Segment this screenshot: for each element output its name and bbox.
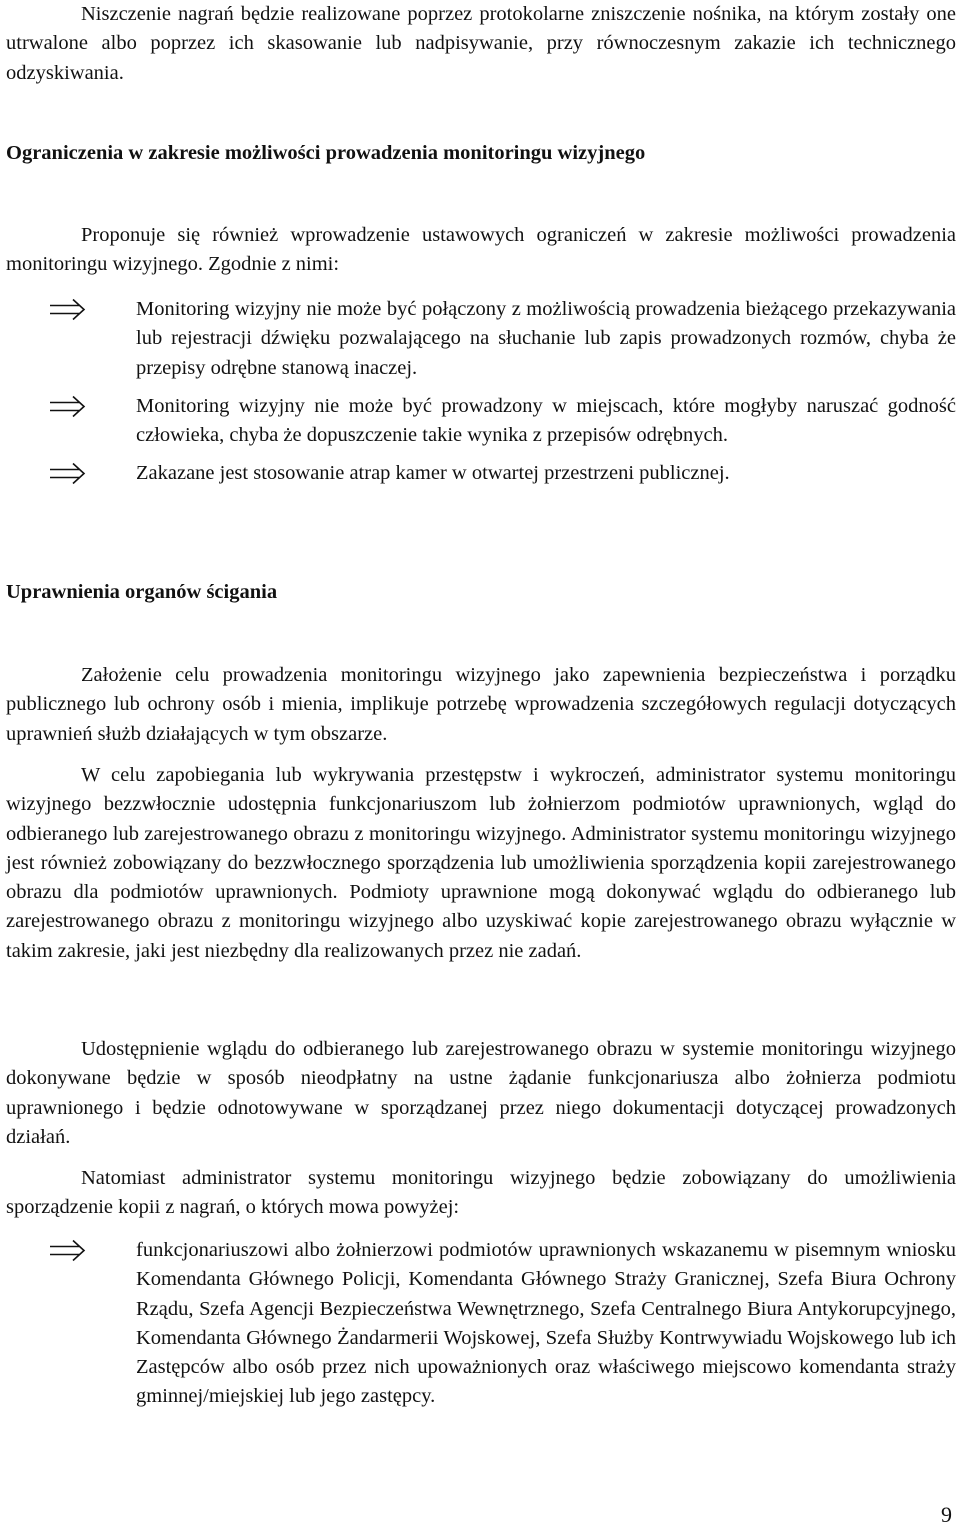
list-item [6, 459, 956, 488]
bullet-text: Zakazane jest stosowanie atrap kamer w otwartej przestrzeni publicznej. [136, 462, 730, 485]
implies-arrow-icon [48, 295, 88, 324]
bullet-text: funkcjonariuszowi albo żołnierzowi podmiotów uprawnionych wskazanemu w pisemnym wniosku Komendanta Głównego Policji, Komendanta Głównego Straży Granicznej, Szefa Biura Ochrony Rządu, Szefa Agencji Bezpieczeństwa Wewnętrznego, Szefa Centralnego Biura Antykorupcyjnego, Komendanta Głównego Żandarmerii Wojskowej, Szefa Służby Kontrwywiadu Wojskowego lub ich Zastępców albo osób przez nich upoważnionych oraz właściwego miejscowo komendanta straży gminnej/miejskiej lub jego zastępcy. [136, 1239, 956, 1408]
implies-arrow-icon [48, 392, 88, 421]
implies-arrow-icon [48, 459, 88, 488]
bullet-text: Monitoring wizyjny nie może być prowadzony w miejscach, które mogłyby naruszać godność człowieka, chyba że dopuszczenie takie wynika z przepisów odrębnych. [136, 394, 956, 447]
intro-paragraph: Niszczenie nagrań będzie realizowane poprzez protokolarne zniszczenie nośnika, na którym zostały one utrwalone albo poprzez ich skasowanie lub nadpisywanie, przy równoczesnym zakazie ich technicznego odzyskiwania. [6, 3, 956, 84]
powers-paragraph-2: W celu zapobiegania lub wykrywania przestępstw i wykroczeń, administrator systemu monitoringu wizyjnego bezzwłocznie udostępnia funkcjonariuszom lub żołnierzom podmiotów uprawnionych, wgląd do odbieranego lub zarejestrowanego obrazu z monitoringu wizyjnego. Administrator systemu monitoringu wizyjnego jest również zobowiązany do bezzwłocznego sporządzenia lub umożliwienia sporządzenia kopii zarejestrowanego obrazu dla podmiotów uprawnionych. Podmioty uprawnione mogą dokonywać wglądu do odbieranego lub zarejestrowanego obrazu z monitoringu wizyjnego albo uzyskiwać kopie zarejestrowanego obrazu wyłącznie w takim zakresie, jaki jest niezbędny dla realizowanych przez nie zadań. [6, 764, 956, 962]
page-number: 9 [941, 1502, 952, 1527]
powers-paragraph-1: Założenie celu prowadzenia monitoringu wizyjnego jako zapewnienia bezpieczeństwa i porządku publicznego lub ochrony osób i mienia, implikuje potrzebę wprowadzenia szczegółowych regulacji dotyczących uprawnień służb działających w tym obszarze. [6, 664, 956, 745]
copy-recipients-list [6, 1236, 956, 1412]
restrictions-list [6, 295, 956, 489]
restrictions-paragraph: Proponuje się również wprowadzenie ustawowych ograniczeń w zakresie możliwości prowadzenia monitoringu wizyjnego. Zgodnie z nimi: [6, 224, 956, 276]
implies-arrow-icon [48, 1236, 88, 1265]
list-item [6, 1236, 956, 1412]
section-heading-powers: Uprawnienia organów ścigania [6, 581, 278, 603]
powers-paragraph-3: Udostępnienie wglądu do odbieranego lub zarejestrowanego obrazu w systemie monitoringu wizyjnego dokonywane będzie w sposób nieodpłatny na ustne żądanie funkcjonariusza albo żołnierza podmiotu uprawnionego i będzie odnotowywane w sporządzanej przez niego dokumentacji dotyczącej prowadzonych działań. [6, 1038, 956, 1148]
bullet-text: Monitoring wizyjny nie może być połączony z możliwością prowadzenia bieżącego przekazywania lub rejestracji dźwięku pozwalającego na słuchanie lub zapis prowadzonych rozmów, chyba że przepisy odrębne stanową inaczej. [136, 298, 956, 379]
list-item [6, 392, 956, 451]
list-item [6, 295, 956, 383]
powers-paragraph-4: Natomiast administrator systemu monitoringu wizyjnego będzie zobowiązany do umożliwienia sporządzenie kopii z nagrań, o których mowa powyżej: [6, 1167, 956, 1219]
section-heading-restrictions: Ograniczenia w zakresie możliwości prowadzenia monitoringu wizyjnego [6, 142, 646, 164]
